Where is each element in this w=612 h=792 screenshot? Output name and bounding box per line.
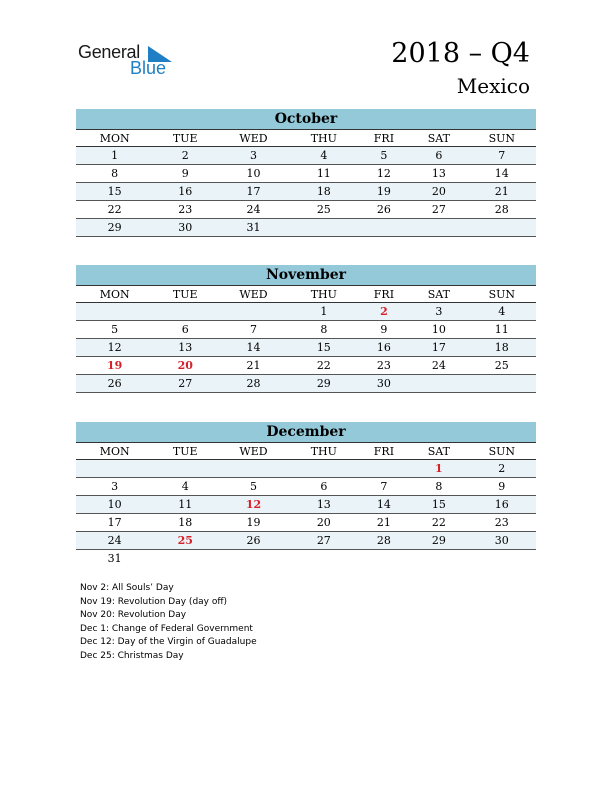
- logo-general-text: General: [78, 42, 140, 62]
- day-cell: 15: [290, 339, 358, 357]
- day-cell: 8: [290, 321, 358, 339]
- weekday-header: WED: [217, 286, 290, 303]
- week-row: [76, 165, 536, 183]
- day-cell: [358, 460, 410, 478]
- day-cell: 18: [468, 339, 536, 357]
- day-cell: 16: [358, 339, 410, 357]
- day-cell: 2: [153, 147, 217, 165]
- week-row: [76, 321, 536, 339]
- day-cell: 27: [410, 201, 467, 219]
- day-cell: 9: [358, 321, 410, 339]
- day-cell: 10: [410, 321, 467, 339]
- holiday-cell: 12: [217, 496, 290, 514]
- day-cell: [217, 460, 290, 478]
- day-cell: 3: [217, 147, 290, 165]
- day-cell: 6: [290, 478, 358, 496]
- day-cell: 19: [358, 183, 410, 201]
- day-cell: [468, 550, 536, 568]
- day-cell: 18: [153, 514, 217, 532]
- holiday-cell: 25: [153, 532, 217, 550]
- day-cell: 11: [153, 496, 217, 514]
- holiday-note: Dec 12: Day of the Virgin of Guadalupe: [80, 637, 257, 647]
- day-cell: 4: [468, 303, 536, 321]
- day-cell: 11: [468, 321, 536, 339]
- day-cell: [468, 375, 536, 393]
- holiday-note: Dec 1: Change of Federal Government: [80, 623, 253, 634]
- country-name: Mexico: [456, 74, 530, 98]
- day-cell: 9: [153, 165, 217, 183]
- day-cell: 10: [76, 496, 153, 514]
- holiday-note: Nov 19: Revolution Day (day off): [80, 596, 228, 607]
- day-cell: [290, 550, 358, 568]
- day-cell: 29: [290, 375, 358, 393]
- day-cell: 28: [358, 532, 410, 550]
- week-row: [76, 375, 536, 393]
- weekday-header: TUE: [153, 286, 217, 303]
- day-cell: 28: [468, 201, 536, 219]
- day-cell: 22: [410, 514, 467, 532]
- day-cell: 30: [358, 375, 410, 393]
- holiday-cell: 1: [410, 460, 467, 478]
- week-row: [76, 201, 536, 219]
- holiday-cell: 19: [76, 357, 153, 375]
- day-cell: 3: [76, 478, 153, 496]
- day-cell: 7: [217, 321, 290, 339]
- day-cell: 14: [468, 165, 536, 183]
- day-cell: 21: [468, 183, 536, 201]
- day-cell: 29: [76, 219, 153, 237]
- day-cell: 12: [358, 165, 410, 183]
- weekday-header: TUE: [153, 443, 217, 460]
- day-cell: 17: [410, 339, 467, 357]
- day-cell: 5: [358, 147, 410, 165]
- day-cell: 24: [217, 201, 290, 219]
- week-row: [76, 532, 536, 550]
- day-cell: 5: [76, 321, 153, 339]
- day-cell: 25: [468, 357, 536, 375]
- day-cell: 15: [410, 496, 467, 514]
- weekday-header: WED: [217, 443, 290, 460]
- day-cell: 9: [468, 478, 536, 496]
- day-cell: 8: [76, 165, 153, 183]
- day-cell: [468, 219, 536, 237]
- weekday-header: MON: [76, 130, 153, 147]
- day-cell: [153, 550, 217, 568]
- day-cell: 26: [217, 532, 290, 550]
- day-cell: 7: [358, 478, 410, 496]
- day-cell: [358, 550, 410, 568]
- day-cell: 19: [217, 514, 290, 532]
- day-cell: 27: [290, 532, 358, 550]
- week-row: [76, 303, 536, 321]
- day-cell: [217, 550, 290, 568]
- logo: [78, 42, 178, 82]
- week-row: [76, 357, 536, 375]
- day-cell: 4: [153, 478, 217, 496]
- week-row: [76, 339, 536, 357]
- day-cell: 26: [76, 375, 153, 393]
- day-cell: 3: [410, 303, 467, 321]
- weekday-header: FRI: [358, 443, 410, 460]
- day-cell: [76, 460, 153, 478]
- day-cell: 1: [290, 303, 358, 321]
- holiday-cell: 20: [153, 357, 217, 375]
- holiday-note: Nov 2: All Souls’ Day: [80, 583, 174, 593]
- weekday-header: WED: [217, 130, 290, 147]
- day-cell: [290, 219, 358, 237]
- day-cell: 12: [76, 339, 153, 357]
- week-row: [76, 550, 536, 568]
- day-cell: [358, 219, 410, 237]
- weekday-header: SUN: [468, 130, 536, 147]
- week-row: [76, 183, 536, 201]
- day-cell: [410, 550, 467, 568]
- day-cell: 29: [410, 532, 467, 550]
- day-cell: 14: [358, 496, 410, 514]
- weekday-header: FRI: [358, 130, 410, 147]
- day-cell: 28: [217, 375, 290, 393]
- day-cell: [410, 219, 467, 237]
- day-cell: 20: [290, 514, 358, 532]
- day-cell: 6: [410, 147, 467, 165]
- day-cell: 21: [358, 514, 410, 532]
- day-cell: 18: [290, 183, 358, 201]
- calendar-october: [76, 109, 536, 237]
- weekday-header: SAT: [410, 286, 467, 303]
- day-cell: 26: [358, 201, 410, 219]
- day-cell: 2: [468, 460, 536, 478]
- day-cell: 22: [76, 201, 153, 219]
- day-cell: 20: [410, 183, 467, 201]
- weekday-header: SAT: [410, 130, 467, 147]
- logo-blue-text: Blue: [130, 58, 167, 78]
- week-row: [76, 514, 536, 532]
- weekday-header: SUN: [468, 286, 536, 303]
- month-title: October: [76, 109, 536, 130]
- day-cell: 21: [217, 357, 290, 375]
- month-title: November: [76, 265, 536, 286]
- weekday-header: MON: [76, 286, 153, 303]
- day-cell: [153, 303, 217, 321]
- day-cell: 31: [217, 219, 290, 237]
- day-cell: 8: [410, 478, 467, 496]
- calendar-november: [76, 265, 536, 393]
- holiday-note: Dec 25: Christmas Day: [80, 650, 184, 661]
- day-cell: 27: [153, 375, 217, 393]
- holiday-cell: 2: [358, 303, 410, 321]
- week-row: [76, 496, 536, 514]
- day-cell: 10: [217, 165, 290, 183]
- day-cell: 31: [76, 550, 153, 568]
- day-cell: 22: [290, 357, 358, 375]
- day-cell: [217, 303, 290, 321]
- page-title: 2018 – Q4: [391, 38, 530, 69]
- day-cell: [153, 460, 217, 478]
- day-cell: 23: [468, 514, 536, 532]
- weekday-header: TUE: [153, 130, 217, 147]
- day-cell: 13: [153, 339, 217, 357]
- holiday-note: Nov 20: Revolution Day: [80, 610, 187, 620]
- day-cell: [76, 303, 153, 321]
- day-cell: 16: [153, 183, 217, 201]
- weekday-header: FRI: [358, 286, 410, 303]
- day-cell: 7: [468, 147, 536, 165]
- day-cell: 23: [153, 201, 217, 219]
- weekday-header: THU: [290, 130, 358, 147]
- holiday-notes: [80, 582, 257, 663]
- day-cell: 23: [358, 357, 410, 375]
- day-cell: 1: [76, 147, 153, 165]
- day-cell: 25: [290, 201, 358, 219]
- weekday-header: SAT: [410, 443, 467, 460]
- day-cell: 11: [290, 165, 358, 183]
- day-cell: 16: [468, 496, 536, 514]
- week-row: [76, 219, 536, 237]
- day-cell: 24: [76, 532, 153, 550]
- week-row: [76, 460, 536, 478]
- day-cell: 30: [468, 532, 536, 550]
- day-cell: 30: [153, 219, 217, 237]
- day-cell: 14: [217, 339, 290, 357]
- month-title: December: [76, 422, 536, 443]
- day-cell: 17: [76, 514, 153, 532]
- day-cell: 5: [217, 478, 290, 496]
- day-cell: 13: [410, 165, 467, 183]
- week-row: [76, 147, 536, 165]
- day-cell: 17: [217, 183, 290, 201]
- weekday-header: THU: [290, 286, 358, 303]
- day-cell: [410, 375, 467, 393]
- day-cell: 6: [153, 321, 217, 339]
- day-cell: [290, 460, 358, 478]
- weekday-header: THU: [290, 443, 358, 460]
- weekday-header: SUN: [468, 443, 536, 460]
- weekday-header: MON: [76, 443, 153, 460]
- calendar-december: [76, 422, 536, 567]
- day-cell: 13: [290, 496, 358, 514]
- day-cell: 4: [290, 147, 358, 165]
- day-cell: 15: [76, 183, 153, 201]
- day-cell: 24: [410, 357, 467, 375]
- week-row: [76, 478, 536, 496]
